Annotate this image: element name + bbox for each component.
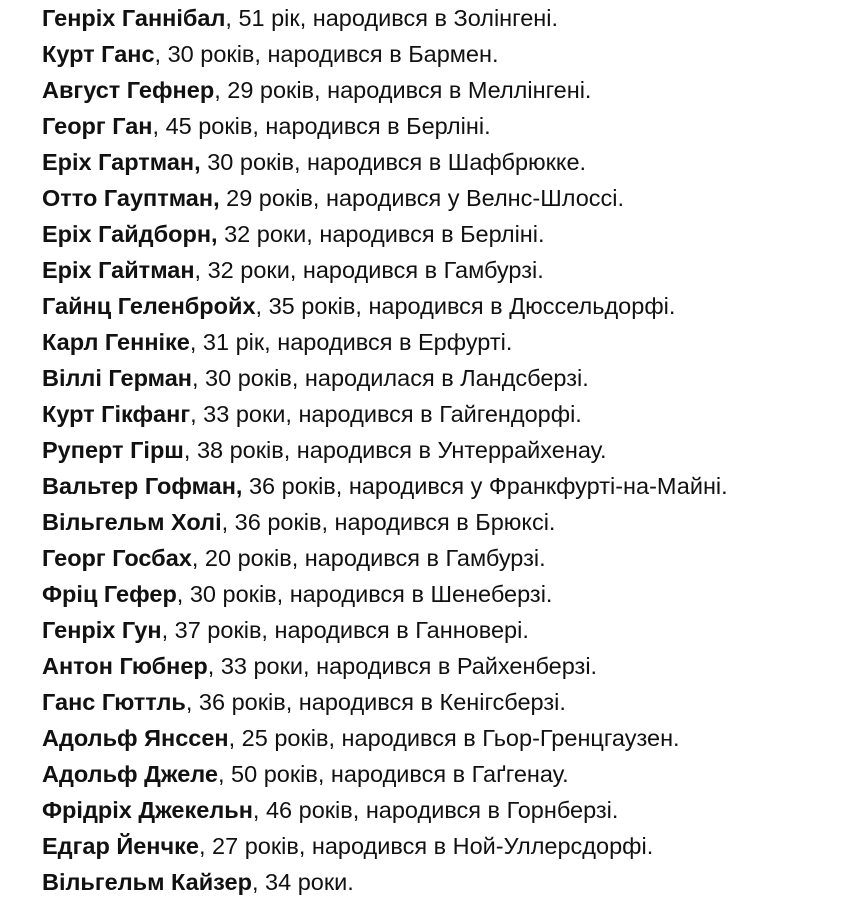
entry-name: Георг Госбах: [42, 545, 192, 571]
list-item: [42, 576, 842, 612]
list-item: [42, 216, 842, 252]
entry-name: Еріх Гартман,: [42, 149, 201, 175]
list-item: [42, 612, 842, 648]
list-item: [42, 792, 842, 828]
entry-details: , 30 років, народився в Бармен.: [154, 41, 499, 67]
entry-details: , 50 років, народився в Гаґгенау.: [217, 761, 569, 787]
entry-name: Едгар Йенчке: [42, 833, 199, 859]
entry-details: 30 років, народився в Шафбрюкке.: [200, 149, 587, 175]
list-item: [42, 360, 842, 396]
entry-details: , 30 років, народилася в Ландсберзі.: [192, 365, 589, 391]
entry-name: Август Гефнер: [42, 77, 215, 103]
entry-name: Еріх Гайтман: [42, 257, 195, 283]
entry-details: , 46 років, народився в Горнберзі.: [252, 797, 619, 823]
entry-details: , 36 років, народився в Кенігсберзі.: [185, 689, 566, 715]
entry-details: 32 роки, народився в Берліні.: [217, 221, 545, 247]
entry-name: Вальтер Гофман,: [42, 473, 243, 499]
list-item: [42, 720, 842, 756]
entry-name: Отто Гауптман,: [42, 185, 220, 211]
entry-details: , 32 роки, народився в Гамбурзі.: [194, 257, 544, 283]
entry-list: [42, 0, 842, 900]
list-item: [42, 180, 842, 216]
entry-details: , 38 років, народився в Унтеррайхенау.: [183, 437, 607, 463]
entry-name: Вільгельм Холі: [42, 509, 222, 535]
entry-details: , 33 роки, народився в Гайгендорфі.: [190, 401, 582, 427]
list-item: [42, 72, 842, 108]
list-item: [42, 36, 842, 72]
list-item: [42, 648, 842, 684]
list-item: [42, 468, 842, 504]
entry-details: , 36 років, народився в Брюксі.: [221, 509, 556, 535]
entry-details: , 31 рік, народився в Ерфурті.: [189, 329, 513, 355]
entry-details: , 35 років, народився в Дюссельдорфі.: [255, 293, 676, 319]
list-item: [42, 756, 842, 792]
entry-name: Адольф Янссен: [42, 725, 229, 751]
entry-details: , 34 роки.: [251, 869, 354, 895]
list-item: [42, 324, 842, 360]
entry-name: Курт Ганс: [42, 41, 155, 67]
list-item: [42, 396, 842, 432]
entry-details: , 29 років, народився в Меллінгені.: [214, 77, 592, 103]
entry-name: Віллі Герман: [42, 365, 192, 391]
entry-details: , 37 років, народився в Ганновері.: [161, 617, 529, 643]
list-item: [42, 252, 842, 288]
list-item: [42, 504, 842, 540]
entry-details: 36 років, народився у Франкфурті-на-Майні.: [242, 473, 728, 499]
list-item: [42, 432, 842, 468]
entry-name: Адольф Джеле: [42, 761, 218, 787]
entry-name: Вільгельм Кайзер: [42, 869, 252, 895]
entry-details: , 27 років, народився в Ной-Уллерсдорфі.: [198, 833, 654, 859]
list-item: [42, 864, 842, 900]
entry-details: , 45 років, народився в Берліні.: [152, 113, 491, 139]
entry-details: , 20 років, народився в Гамбурзі.: [191, 545, 546, 571]
list-item: [42, 684, 842, 720]
list-item: [42, 828, 842, 864]
entry-name: Курт Гікфанг: [42, 401, 191, 427]
entry-details: , 51 рік, народився в Золінгені.: [225, 5, 559, 31]
entry-details: , 33 роки, народився в Райхенберзі.: [207, 653, 598, 679]
entry-details: , 30 років, народився в Шенеберзі.: [176, 581, 553, 607]
list-item: [42, 540, 842, 576]
entry-name: Фріц Гефер: [42, 581, 177, 607]
entry-details: 29 років, народився у Велнс-Шлоссі.: [219, 185, 625, 211]
list-item: [42, 144, 842, 180]
entry-name: Георг Ган: [42, 113, 153, 139]
entry-name: Руперт Гірш: [42, 437, 184, 463]
entry-details: , 25 років, народився в Гьор-Гренцгаузен.: [228, 725, 680, 751]
entry-name: Антон Гюбнер: [42, 653, 208, 679]
entry-name: Генріх Гун: [42, 617, 162, 643]
entry-name: Генріх Ганнібал: [42, 5, 226, 31]
entry-name: Карл Генніке: [42, 329, 190, 355]
list-item: [42, 288, 842, 324]
entry-name: Ганс Гюттль: [42, 689, 186, 715]
list-item: [42, 0, 842, 36]
entry-name: Фрідріх Джекельн: [42, 797, 253, 823]
entry-name: Гайнц Геленбройх: [42, 293, 256, 319]
list-item: [42, 108, 842, 144]
entry-name: Еріх Гайдборн,: [42, 221, 218, 247]
